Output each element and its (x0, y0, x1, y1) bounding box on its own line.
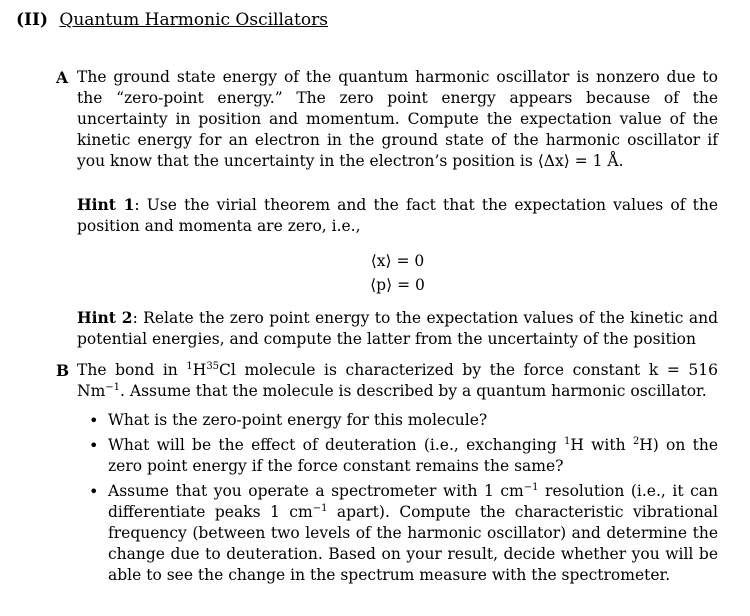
bullet-2-text-c: H) on the zero point energy if the force constant remains the same? (108, 436, 719, 475)
bullet-2-text-b: H with (570, 436, 633, 454)
bullet-3-text-a: Assume that you operate a spectrometer with 1 cm (108, 482, 524, 500)
hint-2-text: : Relate the zero point energy to the expectation values of the kinetic and potential energies, and compute the latter from the uncertainty of the position (77, 309, 718, 348)
problem-item-b (56, 360, 718, 590)
list-item (108, 481, 718, 586)
isotope-sup-35: 35 (206, 360, 220, 372)
section-title: Quantum Harmonic Oscillators (59, 10, 328, 30)
equation-p-expectation: ⟨p⟩ = 0 (370, 276, 425, 294)
bullet-1-text: What is the zero-point energy for this molecule? (108, 411, 488, 429)
bullet-2-text-a: What will be the effect of deuteration (i.e., exchanging (108, 436, 564, 454)
section-number: (II) (16, 10, 48, 30)
item-a-text (77, 67, 718, 172)
list-item (108, 435, 718, 477)
force-constant: k = 516 Nm (77, 361, 719, 400)
section-heading (16, 10, 328, 31)
item-a-statement: The ground state energy of the quantum harmonic oscillator is nonzero due to the “zero-point energy.” The zero point energy appears because of the uncertainty in position and momentum. Compute the expectation value of the kinetic energy for an electron in the ground state of the harmonic oscillator if you know that the uncertainty in the electron’s position is (77, 68, 718, 170)
uncertainty-equation: ⟨Δx⟩ = 1 Å. (537, 152, 624, 170)
bullet-3-sup-2: −1 (312, 502, 328, 514)
bullet-3-text-c: apart). Compute the characteristic vibrational frequency (between two levels of the harmonic oscillator) and determine the change due to deuteration. Based on your result, decide whether you will be able to see the change in the spectrum measure with the spectrometer. (108, 503, 718, 584)
item-b-text-d: . Assume that the molecule is described by a quantum harmonic oscillator. (120, 382, 707, 400)
hint-1-text: : Use the virial theorem and the fact that the expectation values of the position and momenta are zero, i.e., (77, 196, 718, 235)
bullet-2-sup-1: 1 (563, 435, 571, 447)
hint-1 (77, 194, 718, 237)
item-b-label: B (56, 361, 70, 380)
item-b-text-a: The bond in (77, 361, 187, 379)
item-b-text (77, 360, 718, 402)
question-list (56, 410, 718, 586)
list-item (108, 410, 718, 431)
bullet-3-sup-1: −1 (523, 481, 539, 493)
isotope-sup-1: 1 (186, 360, 193, 372)
expectation-equations (77, 249, 718, 297)
problem-item-a (56, 67, 718, 350)
equation-x-expectation: ⟨x⟩ = 0 (370, 252, 425, 270)
hint-1-label: Hint 1 (77, 195, 135, 214)
item-b-text-h: H (192, 361, 207, 379)
item-b-text-c: Cl molecule is characterized by the force constant (219, 361, 649, 379)
hint-2-label: Hint 2 (77, 308, 133, 327)
bullet-3-text-b: resolution (i.e., it can differentiate peaks 1 cm (108, 482, 718, 521)
unit-exponent: −1 (105, 381, 121, 393)
item-a-label: A (56, 68, 69, 87)
hint-2 (77, 307, 718, 350)
bullet-2-sup-2: 2 (632, 435, 640, 447)
